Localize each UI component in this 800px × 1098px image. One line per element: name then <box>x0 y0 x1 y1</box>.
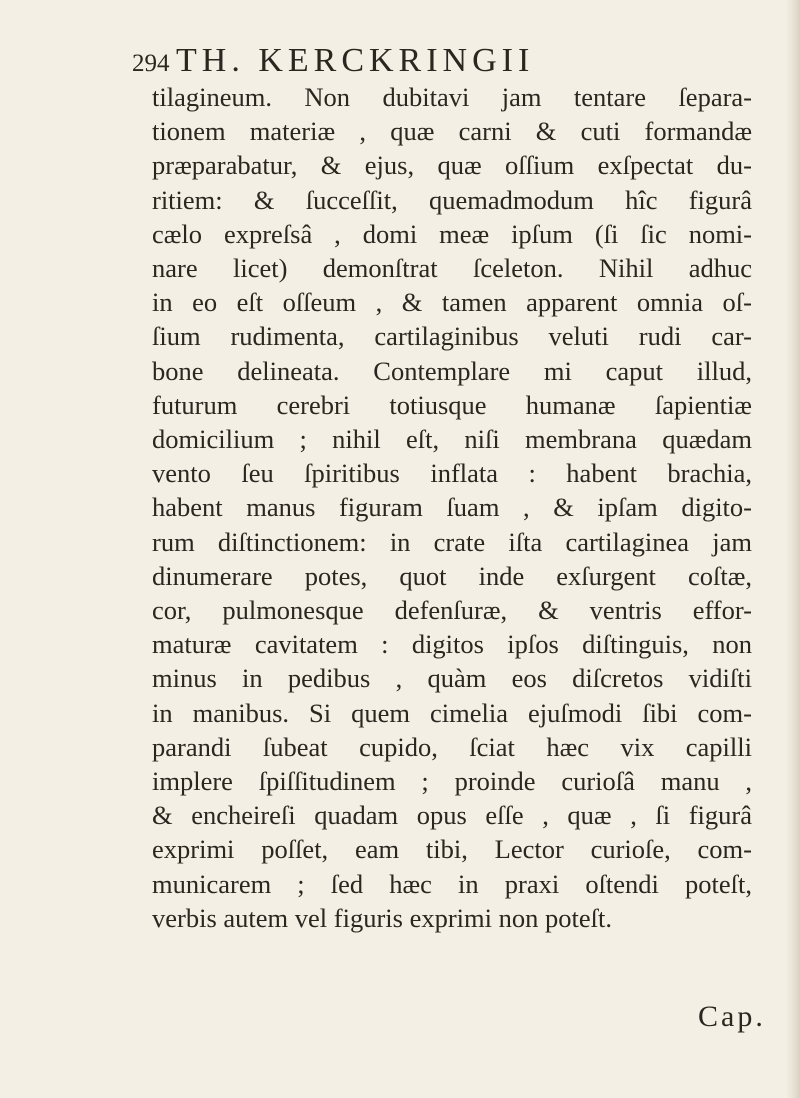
text-line: cor, pulmonesque defenſuræ, & ventris effor- <box>152 595 752 626</box>
catchword: Cap. <box>698 1000 766 1033</box>
text-line: ſium rudimenta, cartilaginibus veluti rudi car- <box>152 321 752 352</box>
page-header <box>132 42 692 82</box>
text-line: bone delineata. Contemplare mi caput illud, <box>152 355 752 386</box>
text-line: & encheireſi quadam opus eſſe , quæ , ſi figurâ <box>152 800 752 831</box>
text-line: vento ſeu ſpiritibus inflata : habent brachia, <box>152 458 752 489</box>
text-line: maturæ cavitatem : digitos ipſos diſtinguis, non <box>152 629 752 660</box>
text-line: præparabatur, & ejus, quæ oſſium exſpectat du- <box>152 150 752 181</box>
text-line: in eo eſt oſſeum , & tamen apparent omnia oſ- <box>152 287 752 318</box>
text-line: implere ſpiſſitudinem ; proinde curioſâ manu , <box>152 766 752 797</box>
text-line: parandi ſubeat cupido, ſciat hæc vix capilli <box>152 731 752 762</box>
text-line: ritiem: & ſucceſſit, quemadmodum hîc figurâ <box>152 184 752 215</box>
text-line: habent manus figuram ſuam , & ipſam digito- <box>152 492 752 523</box>
text-line: cælo expreſsâ , domi meæ ipſum (ſi ſic nomi- <box>152 218 752 249</box>
text-line: municarem ; ſed hæc in praxi oſtendi poteſt, <box>152 868 752 899</box>
text-line: tilagineum. Non dubitavi jam tentare ſepara- <box>152 82 752 112</box>
text-line: dinumerare potes, quot inde exſurgent coſtæ, <box>152 560 752 591</box>
text-line: nare licet) demonſtrat ſceleton. Nihil adhuc <box>152 253 752 284</box>
text-line: verbis autem vel figuris exprimi non poteſt. <box>152 902 612 933</box>
text-line: rum diſtinctionem: in crate iſta cartilaginea jam <box>152 526 752 557</box>
text-line: domicilium ; nihil eſt, niſi membrana quædam <box>152 424 752 455</box>
text-line: tionem materiæ , quæ carni & cuti formandæ <box>152 116 752 147</box>
running-head: TH. KERCKRINGII <box>176 42 535 79</box>
text-line: in manibus. Si quem cimelia ejuſmodi ſibi com- <box>152 697 752 728</box>
text-line: exprimi poſſet, eam tibi, Lector curioſe, com- <box>152 834 752 865</box>
text-line: minus in pedibus , quàm eos diſcretos vidiſti <box>152 663 752 694</box>
body-text <box>152 80 752 935</box>
page-number: 294 <box>132 50 170 77</box>
page-edge <box>786 0 800 1098</box>
text-line: futurum cerebri totiusque humanæ ſapientiæ <box>152 389 752 420</box>
